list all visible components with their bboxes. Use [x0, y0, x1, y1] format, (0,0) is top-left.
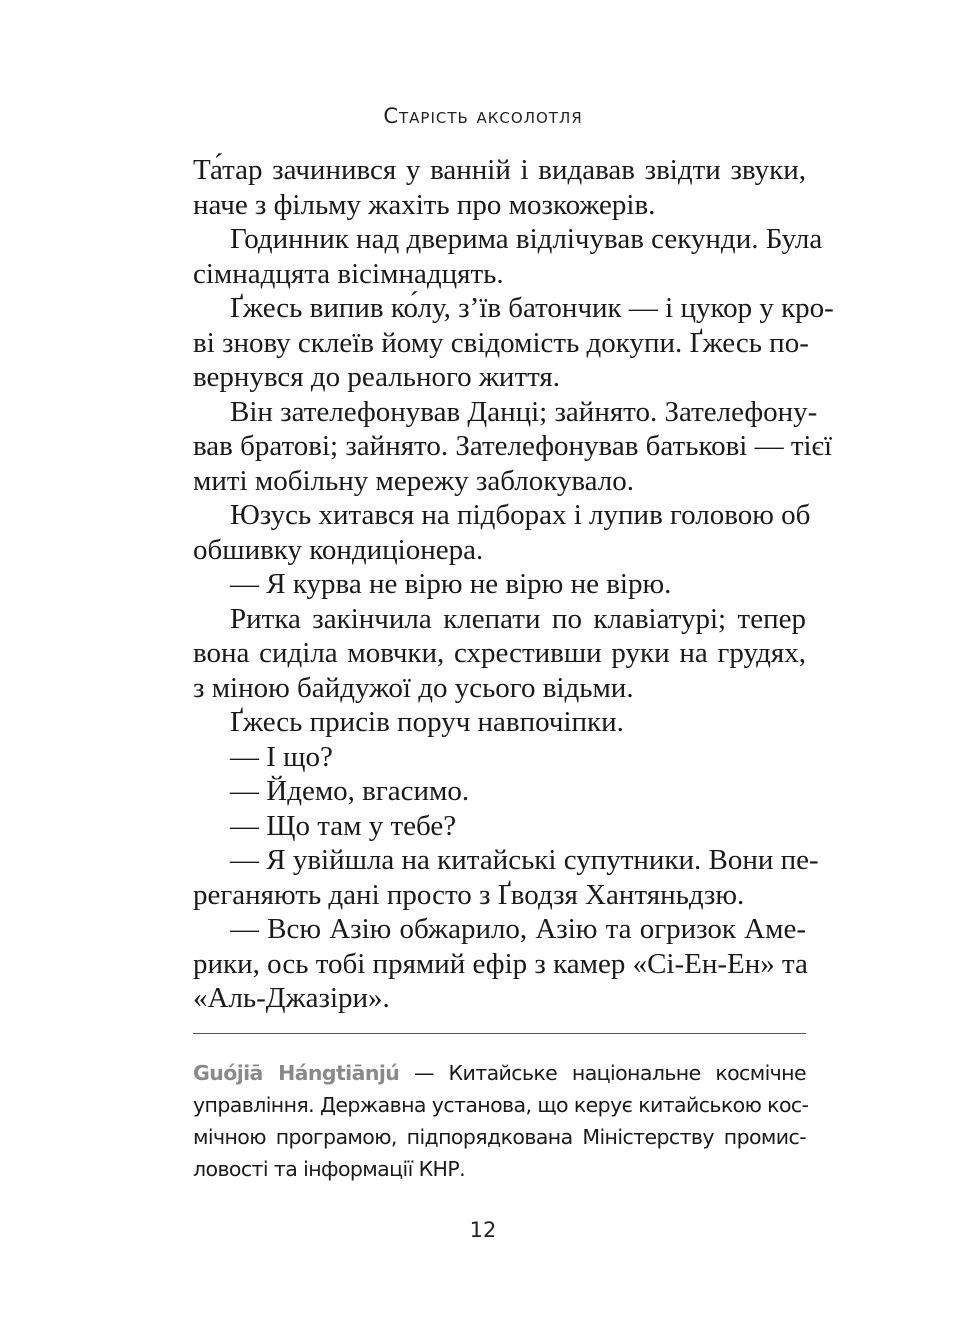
dialogue-line: — Йдемо, вгасимо.: [230, 775, 470, 807]
text-line: вернувся до реального життя.: [193, 361, 561, 393]
text-line: наче з фільму жахіть про мозкожерів.: [193, 188, 656, 221]
text-line: миті мобільну мережу заблокувало.: [193, 464, 635, 497]
text-line: Він зателефонував Данці; зайнято. Зателефону-: [230, 395, 818, 428]
dialogue-line: — Що там у тебе?: [230, 809, 457, 842]
dialogue-line: — Всю Азію обжарило, Азію та огризок Аме-: [230, 913, 806, 945]
text-line: Юзусь хитався на підборах і лупив головою об: [230, 499, 811, 531]
body-text: [193, 153, 834, 1016]
text-line: Годинник над дверима відлічував секунди. Була: [230, 223, 823, 255]
text-line: Та́тар зачинився у ванній і видавав звідти звуки,: [193, 154, 806, 186]
page-number: 12: [469, 1218, 497, 1242]
footnote-text: — Китайське національне космічне: [399, 1061, 806, 1085]
footnote-term: Guójiā Hángtiānjú: [193, 1061, 400, 1085]
text-line: з міною байдужої до усього відьми.: [193, 671, 634, 704]
text-line: Ґжесь присів поруч навпочіпки.: [230, 706, 624, 738]
text-line: Ритка закінчила клепати по клавіатурі; тепер: [230, 602, 806, 635]
text-line: обшивку кондиціонера.: [193, 533, 484, 566]
running-head: Старість аксолотля: [383, 104, 583, 128]
dialogue-line: — І що?: [230, 740, 333, 773]
footnote-line: мічною програмою, підпорядкована Міністерству промис-: [193, 1125, 806, 1149]
text-line: вона сиділа мовчки, схрестивши руки на грудях,: [193, 637, 806, 669]
dialogue-line: реганяють дані просто з Ґводзя Хантяньдзю.: [193, 878, 745, 911]
footnote-line: [193, 1057, 806, 1089]
dialogue-line: «Аль-Джазіри».: [193, 982, 390, 1014]
footnote-divider: [193, 1033, 806, 1034]
text-line: вав братові; зайнято. Зателефонував батькові — тієї: [193, 430, 833, 462]
footnote-line: ловості та інформації КНР.: [193, 1157, 466, 1181]
text-line: ві знову склеїв йому свідомість докупи. Ґжесь по-: [193, 326, 809, 359]
footnote: [193, 1057, 809, 1185]
text-line: Ґжесь випив ко́лу, з’їв батончик — і цукор у кро-: [230, 292, 834, 324]
dialogue-line: — Я увійшла на китайські супутники. Вони пе-: [230, 844, 819, 876]
footnote-line: управління. Державна установа, що керує китайською кос-: [193, 1093, 809, 1117]
text-line: сімнадцята вісімнадцять.: [193, 257, 504, 290]
dialogue-line: рики, ось тобі прямий ефір з камер «Сі-Ен-Ен» та: [193, 947, 808, 980]
dialogue-line: — Я курва не вірю не вірю не вірю.: [230, 568, 672, 600]
